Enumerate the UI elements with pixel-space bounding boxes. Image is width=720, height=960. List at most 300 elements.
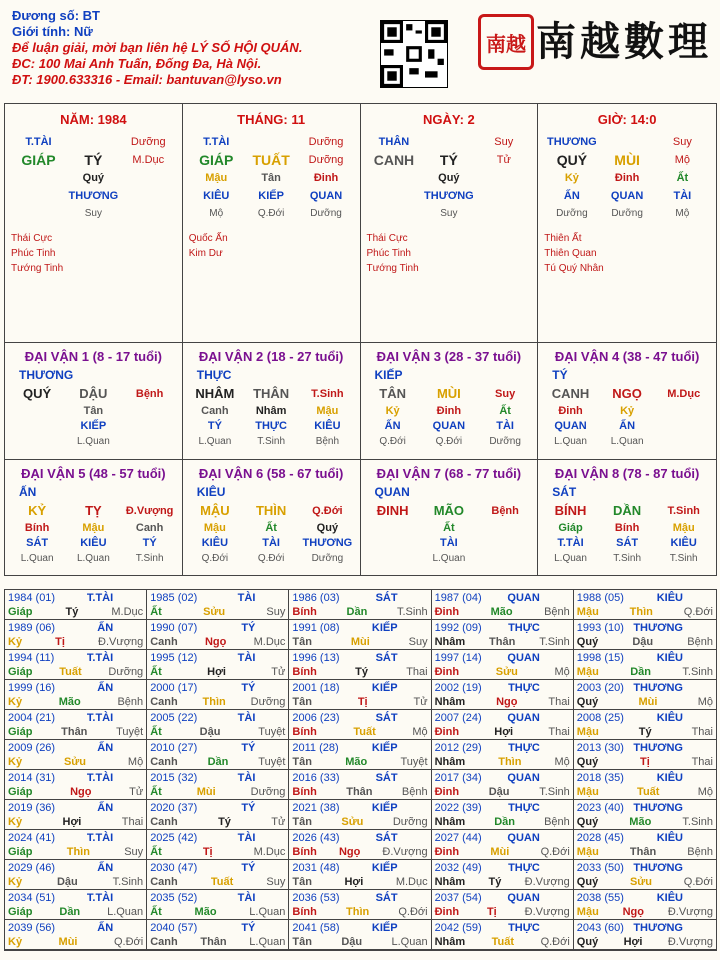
year-god: KIÊU (656, 652, 683, 664)
year-cell (289, 680, 431, 710)
year-label: 2031 (48) (292, 862, 340, 874)
year-stem: Tân (292, 936, 312, 948)
year-line-2 (8, 905, 143, 919)
dai-van-h3-2: T.Sinh (669, 553, 698, 564)
year-line-1 (435, 651, 570, 665)
year-cell (289, 620, 431, 650)
year-label: 1986 (03) (292, 592, 340, 604)
year-line-1 (435, 621, 570, 635)
year-phase: Q.Đới (540, 936, 570, 948)
dai-van-name: SÁT (552, 485, 577, 499)
year-label: 2019 (36) (8, 802, 56, 814)
star-item: Thái Cực (11, 233, 53, 244)
pillar-3 (538, 104, 716, 342)
dai-van-h1-row (187, 404, 356, 419)
dai-van-h1-2: Ất (499, 405, 511, 417)
year-line-1 (150, 711, 285, 725)
year-line-1 (8, 831, 143, 845)
year-god: SÁT (375, 592, 398, 604)
dai-van-h3-row (9, 434, 178, 449)
dai-van-h2-2: KIÊU (314, 420, 341, 432)
pillar-top-2: Dưỡng (130, 136, 166, 148)
year-stem: Giáp (8, 906, 33, 918)
dai-van-h1-2 (655, 404, 712, 419)
year-branch: Sửu (495, 666, 518, 678)
year-cell (574, 680, 716, 710)
year-phase: Dưỡng (392, 816, 428, 828)
dai-van-h2-2: KIÊU (670, 537, 697, 549)
year-line-1 (292, 741, 427, 755)
year-line-2 (435, 725, 570, 739)
dai-van-name: KIÊU (196, 485, 226, 499)
dai-van-h2-2 (122, 419, 178, 434)
year-cell (147, 830, 289, 860)
year-label: 2005 (22) (150, 712, 198, 724)
year-cell (289, 800, 431, 830)
year-god: T.TÀI (86, 832, 114, 844)
year-stem: Canh (150, 876, 178, 888)
dai-van-h1-0: Đinh (558, 405, 583, 417)
year-phase: Suy (408, 636, 428, 648)
pillar-hid3-2: Dưỡng (310, 208, 342, 219)
dai-van-main-row (542, 384, 712, 404)
chart-grid (4, 103, 717, 576)
year-branch: Thân (629, 846, 657, 858)
dai-van-main-2: M.Dục (667, 388, 701, 400)
dai-van-h3-1: T.Sinh (613, 553, 642, 564)
year-line-2 (435, 605, 570, 619)
year-branch: Dậu (632, 636, 654, 648)
dai-van-h2-row (365, 419, 534, 434)
dai-van-h2-1: KIẾP (80, 420, 107, 432)
year-branch: Tuất (491, 936, 515, 948)
pillar-hid3-0: Mộ (209, 208, 224, 219)
pillar-hid3-1: Suy (84, 208, 102, 219)
year-branch: Dần (494, 816, 516, 828)
pillar-title: NGÀY: 2 (422, 112, 475, 127)
dai-van-h2-1: ẤN (619, 420, 636, 432)
gioi-tinh: Giới tính: Nữ (12, 24, 93, 39)
year-stem: Đinh (434, 606, 460, 618)
year-phase: M.Dục (111, 606, 144, 618)
year-line-1 (8, 621, 143, 635)
year-god: SÁT (375, 652, 398, 664)
year-line-2 (577, 875, 713, 889)
pillar-top-row (189, 133, 354, 151)
year-phase: Bệnh (687, 846, 713, 858)
year-line-2 (8, 935, 143, 949)
year-line-2 (577, 815, 713, 829)
year-cell (147, 920, 289, 950)
year-branch: Ngọ (204, 636, 227, 648)
year-cell (5, 890, 147, 920)
year-cell (432, 650, 574, 680)
year-line-2 (577, 605, 713, 619)
year-phase: Dưỡng (250, 786, 286, 798)
year-god: TÝ (241, 622, 256, 634)
year-stem: Bính (292, 906, 317, 918)
year-phase: Thai (548, 696, 570, 708)
year-cell (574, 650, 716, 680)
year-line-2 (577, 845, 713, 859)
year-label: 2000 (17) (150, 682, 198, 694)
year-god: TÀI (237, 892, 256, 904)
year-label: 2011 (28) (292, 742, 339, 754)
year-stem: Đinh (434, 726, 460, 738)
year-line-2 (150, 935, 285, 949)
pillar-hid3-2 (476, 205, 531, 223)
pillar-hidden-2: Ất (676, 172, 689, 184)
year-line-1 (435, 711, 570, 725)
dai-van-name: QUAN (374, 485, 410, 499)
year-god: SÁT (375, 712, 398, 724)
pillar-hidden-row (544, 187, 710, 205)
year-phase: T.Sinh (539, 636, 570, 648)
year-cell (147, 620, 289, 650)
year-line-1 (435, 681, 570, 695)
dai-van-6 (183, 459, 361, 575)
year-line-1 (577, 651, 713, 665)
year-stem: Bính (292, 606, 317, 618)
year-god: QUAN (507, 772, 540, 784)
year-label: 2040 (57) (150, 922, 198, 934)
dai-van-name: ẤN (19, 485, 37, 499)
year-god: THỰC (508, 922, 540, 934)
year-branch: Mùi (638, 696, 658, 708)
year-stem: Đinh (434, 666, 460, 678)
year-cell (5, 620, 147, 650)
red-seal-stamp: 南越 (478, 14, 534, 70)
dai-van-name: THƯƠNG (19, 368, 74, 382)
year-god: TÀI (237, 592, 256, 604)
year-god: THƯƠNG (633, 922, 683, 934)
pillar-hid2-1: THƯƠNG (424, 190, 474, 202)
year-god: TÀI (237, 832, 256, 844)
year-branch: Sửu (629, 876, 652, 888)
year-god: SÁT (375, 892, 398, 904)
dai-van-h2-2: TÝ (142, 537, 157, 549)
pillar-hid2-1: KIẾP (258, 190, 284, 202)
pillar-hidden-2 (121, 169, 176, 187)
year-label: 2008 (25) (576, 712, 624, 724)
year-phase: Bệnh (687, 636, 713, 648)
dai-van-main-2: Q.Đới (312, 505, 343, 517)
pillar-hidden-row (189, 187, 354, 205)
year-label: 2023 (40) (576, 802, 624, 814)
pillar-main-0: QUÝ (556, 152, 588, 168)
dai-van-2 (183, 343, 361, 459)
year-label: 2026 (43) (292, 832, 340, 844)
year-cell (147, 590, 289, 620)
dai-van-main-1: MÃO (433, 503, 465, 518)
year-label: 2006 (23) (292, 712, 340, 724)
year-phase: Đ.Vượng (524, 906, 570, 918)
dai-van-h3-row (542, 551, 712, 566)
pillar-title: NĂM: 1984 (60, 112, 127, 127)
dai-van-main-2: Suy (495, 388, 516, 400)
dai-van-h1-row (365, 521, 534, 536)
year-phase: Dưỡng (250, 696, 286, 708)
year-line-2 (292, 665, 427, 679)
dai-van-main-0: BÍNH (554, 503, 587, 518)
year-branch: Tị (55, 636, 65, 648)
dai-van-main-1: NGỌ (612, 386, 642, 401)
year-cell (574, 590, 716, 620)
year-god: THỰC (508, 742, 540, 754)
four-pillars (5, 104, 716, 342)
year-branch: Dần (207, 756, 229, 768)
dai-van-h2-row (9, 536, 178, 551)
year-cell (5, 590, 147, 620)
pillar-hidden-2 (476, 169, 531, 187)
dai-van-h1-row (9, 521, 178, 536)
year-branch: Ngọ (622, 906, 644, 918)
year-god: THỰC (508, 682, 540, 694)
year-god: TÝ (241, 802, 256, 814)
year-branch: Thân (61, 726, 88, 738)
dai-van-h1-0: Canh (201, 405, 229, 417)
year-line-2 (8, 635, 143, 649)
year-line-1 (577, 861, 713, 875)
year-stem: Kỷ (8, 936, 23, 948)
pillar-hid3-2 (121, 205, 176, 223)
year-stem: Giáp (8, 666, 33, 678)
year-line-2 (577, 755, 713, 769)
year-stem: Kỷ (8, 636, 23, 648)
pillar-stars (367, 231, 532, 276)
year-stem: Tân (292, 816, 312, 828)
year-cell (432, 620, 574, 650)
year-cell (574, 800, 716, 830)
year-line-1 (435, 771, 570, 785)
year-stem: Kỷ (8, 696, 23, 708)
year-line-2 (292, 845, 427, 859)
year-god: QUAN (507, 652, 540, 664)
year-god: ẤN (97, 922, 114, 934)
dai-van-h3-0: L.Quan (554, 436, 587, 447)
year-label: 2009 (26) (8, 742, 56, 754)
duong-so: Đương số: BT (12, 8, 100, 23)
year-cell (5, 860, 147, 890)
dai-van-h3-1: L.Quan (610, 436, 644, 447)
year-label: 2020 (37) (150, 802, 198, 814)
year-label: 2028 (45) (576, 832, 624, 844)
dai-van-h3-2 (122, 434, 178, 449)
year-line-1 (292, 921, 427, 935)
dai-van-h2-0: ẤN (384, 420, 401, 432)
year-line-1 (577, 801, 713, 815)
year-stem: Nhâm (434, 636, 466, 648)
dai-van-h2-0: T.TÀI (557, 537, 584, 549)
year-label: 1985 (02) (150, 592, 198, 604)
year-god: TÝ (241, 682, 256, 694)
dai-van-h1-1: Đinh (436, 405, 462, 417)
dai-van-h3-1: L.Quan (76, 436, 110, 447)
pillar-hidden-row (189, 205, 354, 223)
year-branch: Mão (629, 816, 652, 828)
year-label: 2027 (44) (434, 832, 482, 844)
year-branch: Dậu (56, 876, 78, 888)
dai-van-main-0: CANH (551, 386, 590, 401)
year-branch: Mùi (350, 636, 370, 648)
year-phase: Q.Đới (540, 846, 570, 858)
year-branch: Tuất (210, 876, 234, 888)
year-phase: Đ.Vượng (667, 906, 713, 918)
year-line-1 (150, 801, 285, 815)
year-line-2 (435, 935, 570, 949)
pillar-hid2-2: QUAN (309, 190, 343, 202)
year-god: ẤN (97, 802, 114, 814)
dai-van-grid (5, 342, 716, 575)
dai-van-main-2: Bệnh (491, 505, 519, 517)
year-label: 1989 (06) (8, 622, 56, 634)
dai-van-h1-0 (9, 404, 65, 419)
year-line-1 (150, 771, 285, 785)
year-line-2 (577, 665, 713, 679)
year-stem: Đinh (434, 906, 460, 918)
year-stem: Ất (150, 846, 162, 858)
year-branch: Thìn (498, 756, 522, 768)
year-cell (432, 770, 574, 800)
dai-van-h1-row (542, 521, 712, 536)
year-cell (147, 710, 289, 740)
contact-line: Để luận giải, mời bạn liên hệ LÝ SỐ HỘI QUÁN. (12, 40, 303, 55)
pillar-main-2: Mộ (674, 154, 691, 166)
year-branch: Tuất (59, 666, 82, 678)
year-branch: Thìn (66, 846, 90, 858)
year-branch: Tị (640, 756, 650, 768)
year-branch: Dậu (199, 726, 221, 738)
year-line-2 (150, 905, 285, 919)
year-god: QUAN (507, 832, 540, 844)
year-stem: Mậu (576, 906, 599, 918)
pillar-top-2: Dưỡng (308, 136, 344, 148)
year-god: THƯƠNG (633, 742, 683, 754)
year-line-1 (8, 591, 143, 605)
pillar-2 (361, 104, 539, 342)
dai-van-h2-0: KIÊU (201, 537, 229, 549)
year-branch: Ngọ (496, 696, 518, 708)
year-god: TÝ (241, 742, 256, 754)
pillar-hid2-2 (121, 187, 176, 205)
pillar-hid2-0 (11, 187, 66, 205)
year-stem: Quý (576, 696, 599, 708)
annual-luck-grid (4, 589, 717, 951)
year-phase: Thai (548, 726, 570, 738)
year-branch: Dần (59, 906, 81, 918)
pillar-1 (183, 104, 361, 342)
year-phase: Thai (121, 816, 144, 828)
year-cell (432, 860, 574, 890)
year-branch: Hợi (623, 936, 643, 948)
year-god: THỰC (508, 862, 540, 874)
pillar-hidden-1: Tân (261, 172, 281, 184)
year-branch: Tý (355, 666, 368, 678)
year-line-2 (150, 875, 285, 889)
year-phase: Tử (413, 696, 428, 708)
year-cell (574, 920, 716, 950)
dai-van-h1-0: Bính (24, 522, 50, 534)
pillar-hidden-row (11, 205, 176, 223)
year-cell (147, 890, 289, 920)
year-line-1 (577, 741, 713, 755)
year-line-2 (292, 905, 427, 919)
pillar-main-2: Tử (496, 154, 511, 166)
year-line-1 (435, 591, 570, 605)
dai-van-h1-0 (365, 521, 421, 536)
year-line-2 (292, 755, 427, 769)
dai-van-h1-2: Mậu (316, 405, 339, 417)
year-stem: Quý (576, 756, 599, 768)
year-phase: Tuyệt (400, 756, 428, 768)
dai-van-h3-1: Q.Đới (435, 436, 463, 447)
year-stem: Giáp (8, 846, 33, 858)
year-line-1 (150, 681, 285, 695)
dai-van-1 (5, 343, 183, 459)
pillar-0 (5, 104, 183, 342)
year-phase: Mộ (554, 666, 570, 678)
year-label: 2038 (55) (576, 892, 624, 904)
year-cell (289, 740, 431, 770)
year-branch: Sửu (203, 606, 226, 618)
year-stem: Nhâm (434, 756, 466, 768)
year-god: T.TÀI (86, 772, 114, 784)
year-branch: Tị (357, 696, 368, 708)
year-line-1 (150, 891, 285, 905)
year-line-1 (577, 891, 713, 905)
year-label: 2012 (29) (434, 742, 482, 754)
year-stem: Bính (292, 726, 317, 738)
pillar-hid3-0: Dưỡng (556, 208, 588, 219)
dai-van-h3-0: L.Quan (20, 553, 54, 564)
dai-van-h2-0: QUAN (554, 420, 587, 432)
pillar-hid2-0: ẤN (563, 190, 580, 202)
year-stem: Giáp (8, 726, 33, 738)
year-branch: Hợi (62, 816, 82, 828)
pillar-main-0: CANH (373, 152, 415, 168)
year-line-1 (577, 831, 713, 845)
year-branch: Ngọ (338, 846, 361, 858)
pillar-hidden-row (367, 169, 532, 187)
dai-van-h3-1: T.Sinh (257, 436, 286, 447)
year-branch: Mùi (490, 846, 510, 858)
year-stem: Tân (292, 876, 312, 888)
year-god: TÝ (241, 922, 256, 934)
year-line-1 (8, 861, 143, 875)
dai-van-h3-row (542, 434, 712, 449)
year-line-1 (292, 621, 427, 635)
year-line-1 (435, 831, 570, 845)
dai-van-h1-1: Tân (83, 405, 104, 417)
dai-van-h2-1: SÁT (616, 537, 639, 549)
year-line-2 (435, 635, 570, 649)
year-god: T.TÀI (86, 592, 114, 604)
year-phase: Mộ (412, 726, 428, 738)
dai-van-title: ĐẠI VẬN 8 (78 - 87 tuổi) (554, 466, 700, 481)
dai-van-h3-2: Dưỡng (489, 436, 521, 447)
year-branch: Thìn (346, 906, 370, 918)
pillar-hidden-1: Đinh (614, 172, 640, 184)
year-cell (574, 710, 716, 740)
dai-van-h1-2: Canh (135, 522, 164, 534)
year-line-1 (577, 681, 713, 695)
dai-van-main-0: TÂN (379, 386, 406, 401)
year-stem: Mậu (576, 606, 599, 618)
dai-van-main-0: KỶ (28, 503, 47, 518)
dai-van-main-row (365, 501, 534, 521)
year-branch: Mùi (196, 786, 216, 798)
year-stem: Bính (292, 786, 317, 798)
